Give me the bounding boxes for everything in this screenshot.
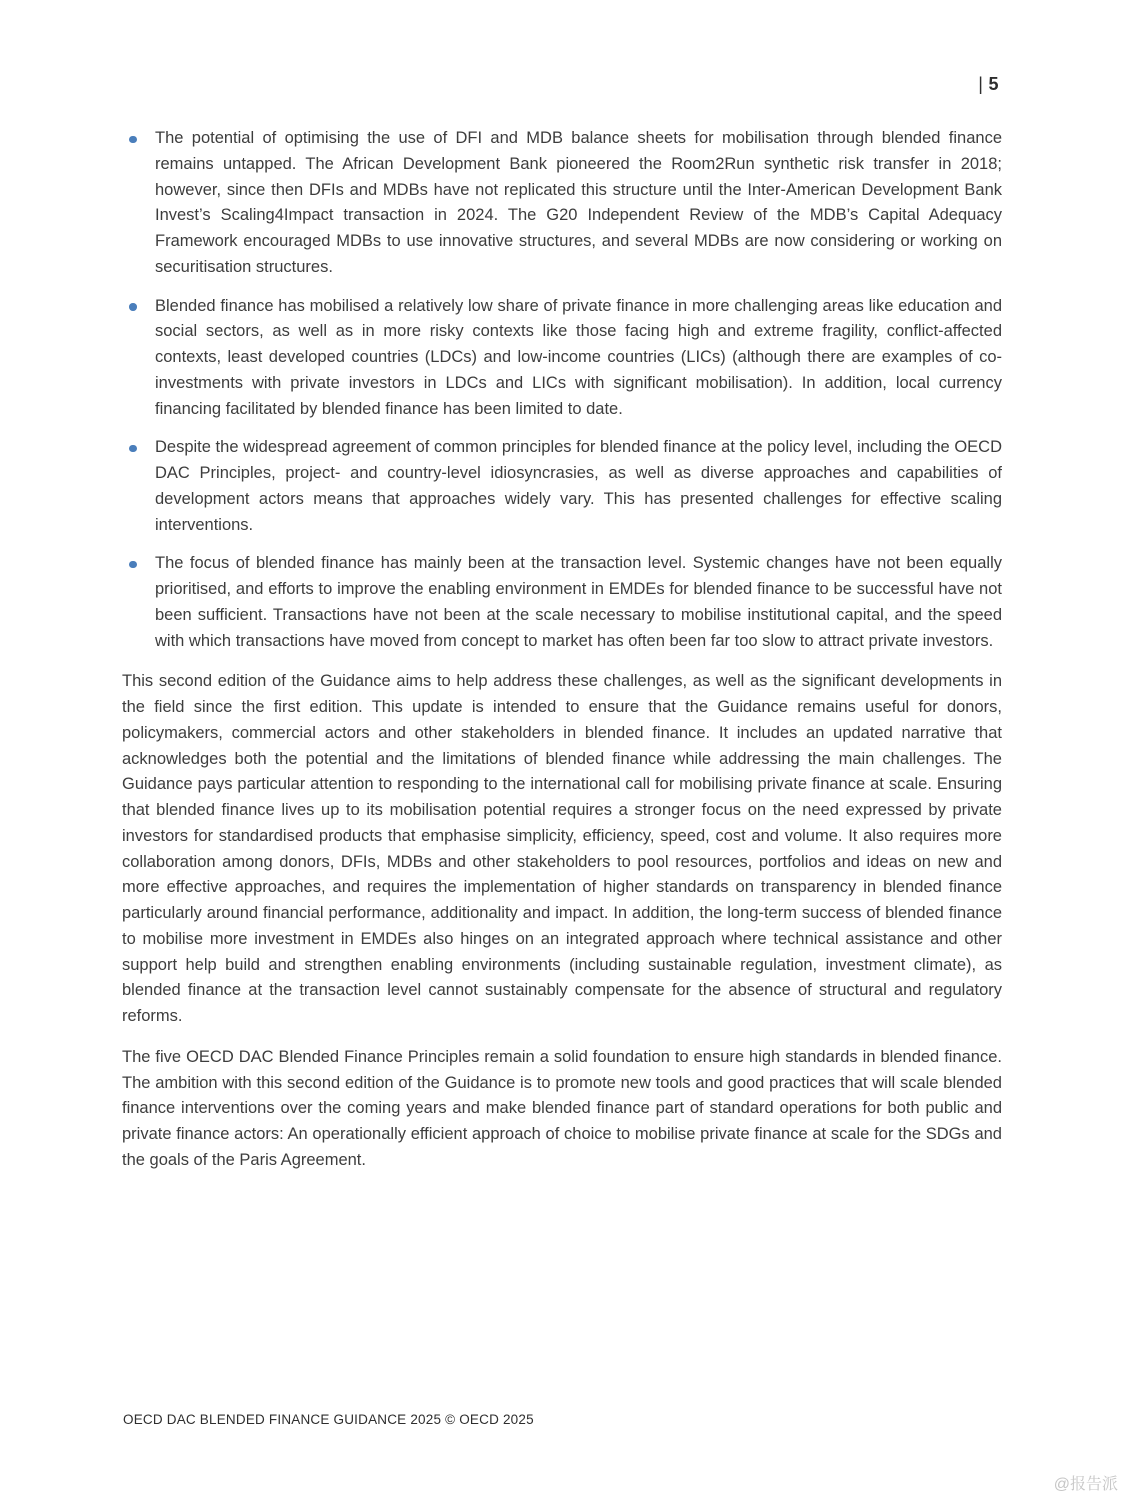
bullet-item-1: [122, 126, 1002, 281]
bullet-item-2: [122, 294, 1002, 423]
bullet-item-text: Blended finance has mobilised a relatively low share of private finance in more challenging areas like education and social sectors, as well as in more risky contexts like those facing high and extreme fragility, conflict-affected contexts, least developed countries (LDCs) and low-income countries (LICs) (although there are examples of co-investments with private investors in LDCs and LICs with significant mobilisation). In addition, local currency financing facilitated by blended finance has been limited to date.: [155, 296, 1002, 418]
bullet-dot-icon: [129, 303, 137, 311]
bullet-item-3: [122, 435, 1002, 538]
bullet-item-text: Despite the widespread agreement of common principles for blended finance at the policy level, including the OECD DAC Principles, project- and country-level idiosyncrasies, as well as diverse approaches and capabilities of development actors means that approaches widely vary. This has presented challenges for effective scaling interventions.: [155, 438, 1002, 534]
bullet-item-text: The potential of optimising the use of DFI and MDB balance sheets for mobilisation through blended finance remains untapped. The African Development Bank pioneered the Room2Run synthetic risk transfer in 2018; however, since then DFIs and MDBs have not replicated this structure until the Inter-American Development Bank Invest’s Scaling4Impact transaction in 2024. The G20 Independent Review of the MDB’s Capital Adequacy Framework encouraged MDBs to use innovative structures, and several MDBs are now considering or working on securitisation structures.: [155, 129, 1002, 276]
page-content: [122, 126, 1002, 1174]
watermark: @报告派: [1053, 1476, 1118, 1493]
body-paragraphs: [122, 669, 1002, 1173]
paragraph-2: The five OECD DAC Blended Finance Principles remain a solid foundation to ensure high standards in blended finance. The ambition with this second edition of the Guidance is to promote new tools and good practices that will scale blended finance interventions over the coming years and make blended finance part of standard operations for both public and private finance actors: An operationally efficient approach of choice to mobilise private finance at scale for the SDGs and the goals of the Paris Agreement.: [122, 1047, 1002, 1169]
page-number: [978, 74, 999, 95]
bullet-dot-icon: [129, 561, 137, 569]
bullet-dot-icon: [129, 136, 137, 144]
paragraph-1: This second edition of the Guidance aims to help address these challenges, as well as the significant developments in the field since the first edition. This update is intended to ensure that the Guidance remains useful for donors, policymakers, commercial actors and other stakeholders in blended finance. It includes an updated narrative that acknowledges both the potential and the limitations of blended finance while addressing the main challenges. The Guidance pays particular attention to responding to the international call for mobilising private finance at scale. Ensuring that blended finance lives up to its mobilisation potential requires a stronger focus on the need expressed by private investors for standardised products that emphasise simplicity, efficiency, speed, cost and volume. It also requires more collaboration among donors, DFIs, MDBs and other stakeholders to pool resources, portfolios and ideas on new and more effective approaches, and requires the implementation of higher standards on transparency in blended finance particularly around financial performance, additionality and impact. In addition, the long-term success of blended finance to mobilise more investment in EMDEs also hinges on an integrated approach where technical assistance and other support help build and strengthen enabling environments (including sustainable regulation, investment climate), as blended finance at the transaction level cannot sustainably compensate for the absence of structural and regulatory reforms.: [122, 672, 1002, 1025]
bullet-item-4: [122, 551, 1002, 654]
bullet-list: [122, 126, 1002, 654]
bullet-item-text: The focus of blended finance has mainly been at the transaction level. Systemic changes have not been equally prioritised, and efforts to improve the enabling environment in EMDEs for blended finance to be successful have not been sufficient. Transactions have not been at the scale necessary to mobilise institutional capital, and the speed with which transactions have moved from concept to market has often been far too slow to attract private investors.: [155, 554, 1002, 650]
page-number-separator: |: [978, 74, 984, 94]
bullet-dot-icon: [129, 445, 137, 453]
page-number-value: 5: [988, 74, 999, 94]
page-footer: OECD DAC BLENDED FINANCE GUIDANCE 2025 © OECD 2025: [123, 1412, 534, 1427]
